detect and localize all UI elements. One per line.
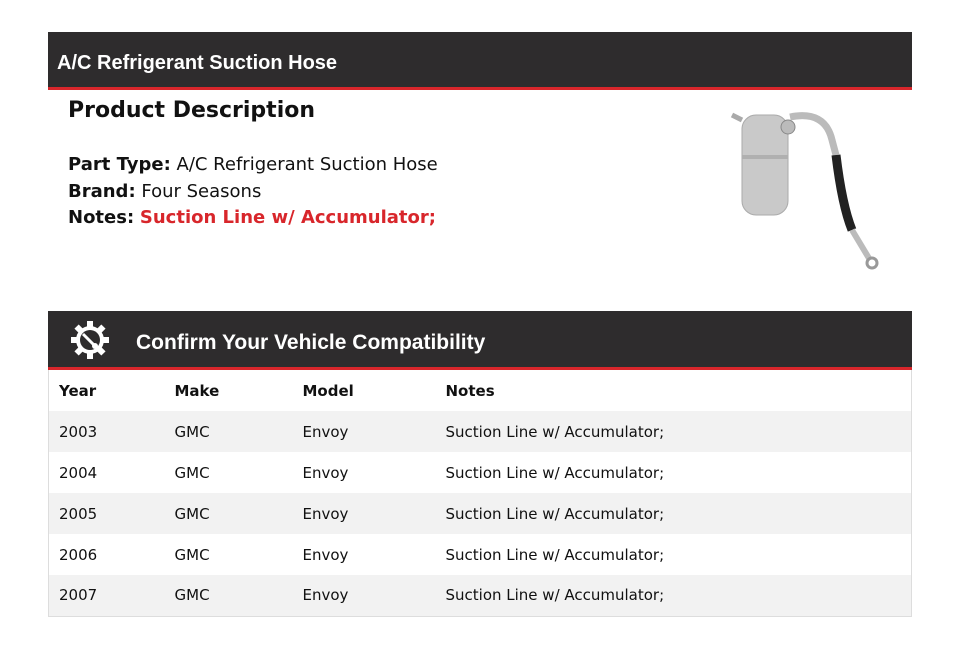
table-row	[49, 452, 912, 493]
cell-year: 2004	[59, 463, 98, 482]
product-details	[68, 152, 438, 232]
cell-year: 2007	[59, 586, 98, 605]
cell-model: Envoy	[302, 586, 349, 605]
brand-label: Brand:	[68, 180, 136, 202]
cell-notes: Suction Line w/ Accumulator;	[445, 504, 665, 523]
cell-year: 2005	[59, 504, 98, 523]
brand-value: Four Seasons	[141, 180, 262, 202]
table-row	[49, 493, 912, 534]
cell-make: GMC	[174, 586, 210, 605]
compatibility-table	[48, 370, 912, 617]
notes-value: Suction Line w/ Accumulator;	[139, 207, 436, 228]
column-header-model: Model	[302, 381, 354, 400]
cell-model: Envoy	[302, 545, 349, 564]
cell-notes: Suction Line w/ Accumulator;	[445, 545, 665, 564]
product-image	[730, 95, 890, 275]
section-heading: Product Description	[68, 98, 316, 123]
product-title: A/C Refrigerant Suction Hose	[57, 52, 338, 74]
column-header-make: Make	[174, 381, 220, 400]
part-type-label: Part Type:	[68, 154, 171, 175]
cell-model: Envoy	[302, 422, 349, 441]
cell-notes: Suction Line w/ Accumulator;	[445, 422, 665, 441]
table-row	[49, 411, 912, 452]
cell-year: 2003	[59, 422, 98, 441]
cell-notes: Suction Line w/ Accumulator;	[445, 586, 665, 605]
cell-notes: Suction Line w/ Accumulator;	[445, 463, 665, 482]
part-type-value: A/C Refrigerant Suction Hose	[176, 154, 438, 175]
table-row	[49, 575, 912, 616]
compatibility-bar	[48, 311, 912, 370]
title-bar	[48, 32, 912, 90]
compatibility-title: Confirm Your Vehicle Compatibility	[136, 331, 486, 354]
cell-make: GMC	[174, 545, 210, 564]
notes-label: Notes:	[68, 207, 135, 228]
column-header-year: Year	[59, 381, 97, 400]
cell-make: GMC	[174, 463, 210, 482]
cell-make: GMC	[174, 504, 210, 523]
table-row	[49, 534, 912, 575]
cell-year: 2006	[59, 545, 98, 564]
cell-make: GMC	[174, 422, 210, 441]
cell-model: Envoy	[302, 504, 349, 523]
gear-wrench-icon	[70, 320, 110, 360]
table-header-row	[49, 370, 912, 411]
column-header-notes: Notes	[445, 381, 495, 400]
cell-model: Envoy	[302, 463, 349, 482]
